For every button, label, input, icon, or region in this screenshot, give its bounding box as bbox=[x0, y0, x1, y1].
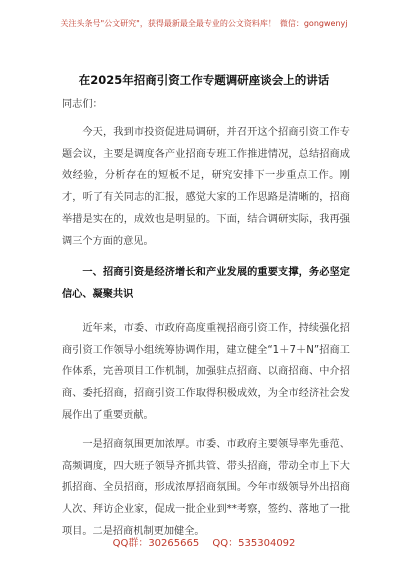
paragraph-section1-points: 一是招商氛围更加浓厚。市委、市政府主要领导率先垂范、高频调度，四大班子领导齐抓共管、带头招商，带动全市上下大抓招商、全员招商，形成浓厚招商氛围。今年市级领导外出招商人次、拜访企业家，促成一批企业到**考察，签约、落地了一批项目。二是招商机制更加健全。 bbox=[62, 439, 350, 537]
header-wechat-text: 微信：gongwenyj bbox=[279, 19, 348, 28]
paragraph-intro: 今天，我到市投资促进局调研，并召开这个招商引资工作专题会议，主要是调度各产业招商专班工作推进情况，总结招商成效经验，分析存在的短板不足，研究安排下一步重点工作。刚才，听了有关同志的汇报，感觉大家的工作思路是清晰的，招商举措是实在的，成效也是明显的。下面，结合调研实际，我再强调三个方面的意见。 bbox=[62, 127, 350, 247]
section-heading-1: 一、招商引资是经济增长和产业发展的重要支撑，务必坚定信心、凝聚共识 bbox=[62, 267, 350, 300]
header-promo-text: 关注头条号"公文研究"，获得最新最全最专业的公文资料库！ bbox=[60, 19, 276, 28]
footer-qq-contact: QQ：535304092 bbox=[212, 538, 296, 549]
salutation: 同志们： bbox=[62, 99, 103, 110]
footer-qq-group: QQ群：30265665 bbox=[112, 538, 200, 549]
document-title: 在2025年招商引资工作专题调研座谈会上的讲话 bbox=[78, 73, 330, 87]
page-footer bbox=[0, 534, 408, 549]
page-header-banner bbox=[0, 18, 408, 29]
paragraph-section1-body: 近年来，市委、市政府高度重视招商引资工作，持续强化招商引资工作领导小组统筹协调作用，建立健全“1＋7＋N”招商工作体系，完善项目工作机制，加强驻点招商、以商招商、中介招商、委托招商，招商引资工作取得积极成效，为全市经济社会发展作出了重要贡献。 bbox=[62, 323, 350, 421]
